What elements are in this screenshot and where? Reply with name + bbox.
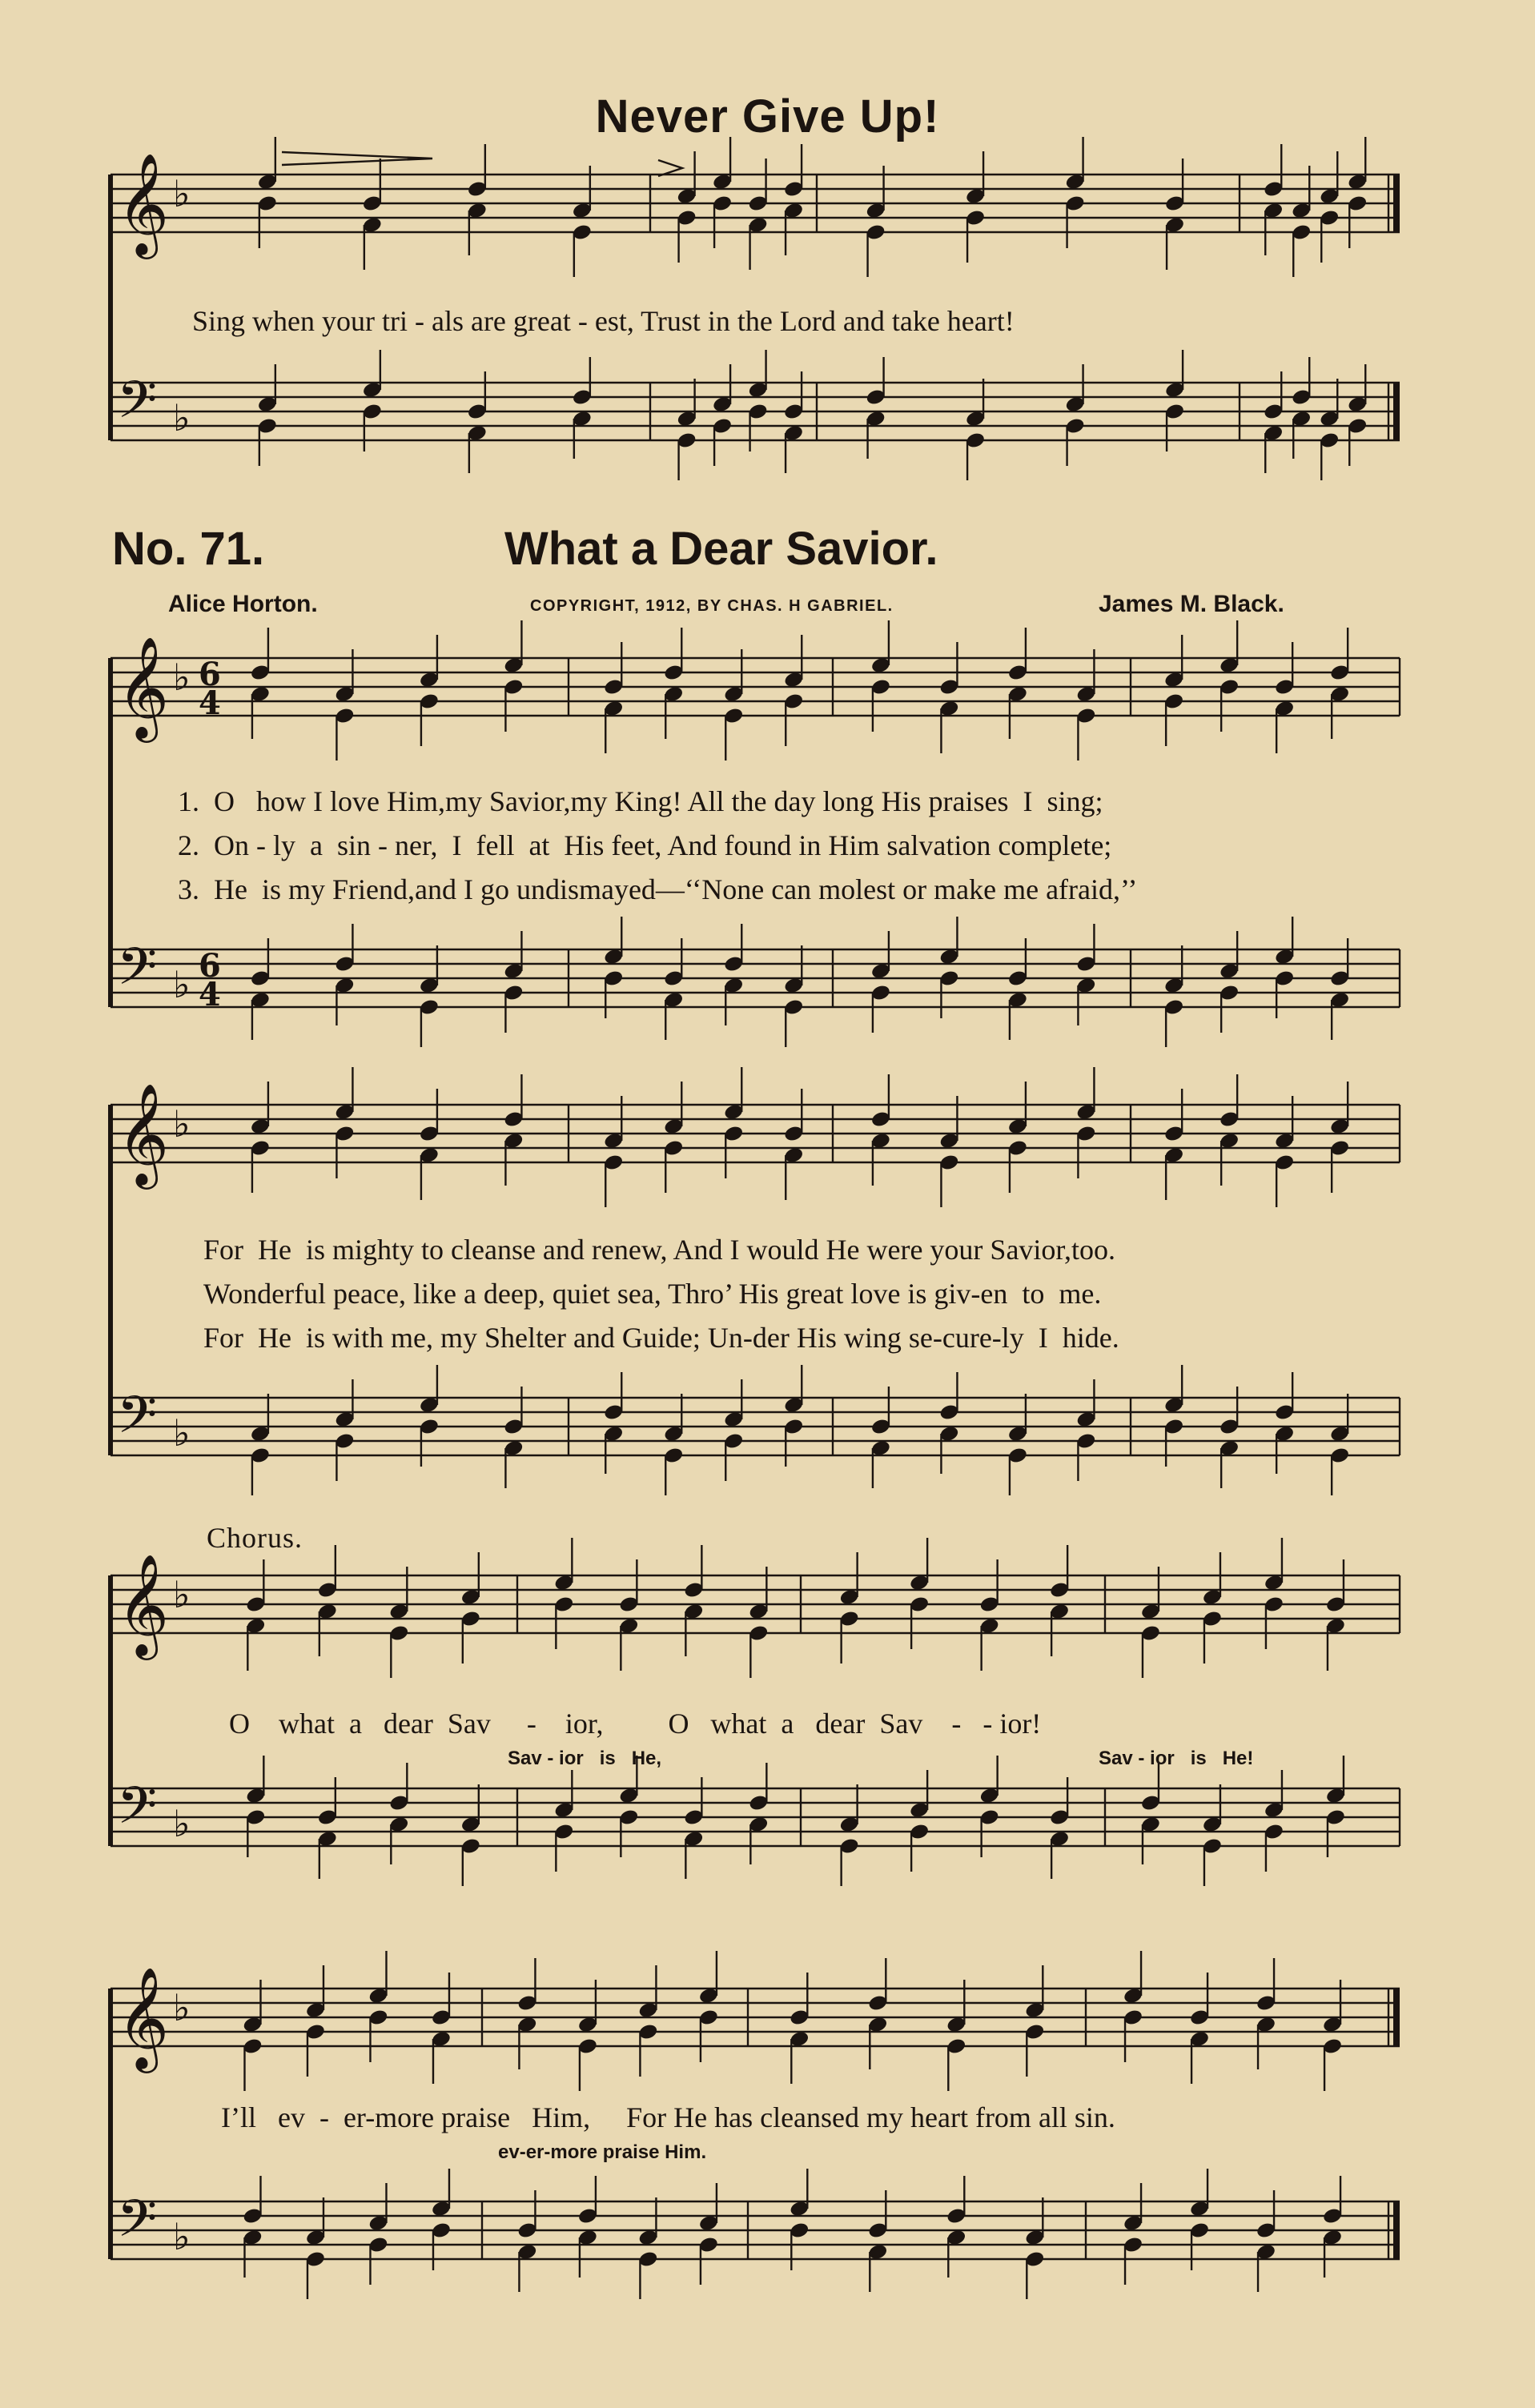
chorus-echo-2: ev-er-more praise Him. (498, 2141, 707, 2163)
chorus-line-1: O what a dear Sav - ior, O what a dear Sav - - ior! (229, 1708, 1042, 1740)
time-signature-denominator: 4 (199, 976, 221, 1013)
treble-clef-icon: 𝄞 (117, 1553, 170, 1656)
chorus-echo-1b: Sav - ior is He! (1099, 1748, 1254, 1769)
flat-sign-icon: ♭ (173, 1986, 191, 2029)
chorus-line-2: I’ll ev - er-more praise Him, For He has cleansed my heart from all sin. (221, 2101, 1115, 2133)
time-signature-numerator: 6 (199, 656, 221, 693)
flat-sign-icon: ♭ (173, 1802, 191, 1845)
crescendo-hairpin (282, 152, 432, 165)
treble-clef-icon: 𝄞 (117, 1082, 170, 1185)
verse-2-line-2: Wonderful peace, like a deep, quiet sea, Thro’ His great love is giv-en to me. (203, 1278, 1102, 1310)
treble-clef-icon: 𝄞 (117, 1966, 170, 2069)
flat-sign-icon: ♭ (173, 172, 191, 215)
flat-sign-icon: ♭ (173, 1573, 191, 1616)
treble-clef-icon: 𝄞 (117, 152, 170, 255)
top-hymn-lyric: Sing when your tri - als are great - est, Trust in the Lord and take heart! (192, 305, 1015, 337)
top-hymn-title: Never Give Up! (595, 90, 940, 142)
flat-sign-icon: ♭ (173, 1102, 191, 1146)
flat-sign-icon: ♭ (173, 2215, 191, 2258)
bass-clef-icon: 𝄢 (117, 1386, 158, 1458)
verse-3-line-1: 3. He is my Friend,and I go undismayed—‘‘None can molest or make me afraid,’’ (178, 873, 1138, 905)
treble-clef-icon: 𝄞 (117, 636, 170, 738)
composer-credit: James M. Black. (1099, 591, 1284, 617)
hymn-title: What a Dear Savior. (504, 523, 938, 575)
flat-sign-icon: ♭ (173, 396, 191, 439)
flat-sign-icon: ♭ (173, 656, 191, 699)
verse-2-line-1: 2. On - ly a sin - ner, I fell at His feet, And found in Him salvation complete; (178, 829, 1112, 861)
bass-clef-icon: 𝄢 (117, 937, 158, 1009)
bass-clef-icon: 𝄢 (117, 371, 158, 443)
time-signature-numerator: 6 (199, 947, 221, 985)
time-signature-denominator: 4 (199, 684, 221, 722)
verse-1-line-2: For He is mighty to cleanse and renew, And I would He were your Savior,too. (203, 1234, 1115, 1266)
bass-clef-icon: 𝄢 (117, 1776, 158, 1848)
copyright-notice: COPYRIGHT, 1912, BY CHAS. H GABRIEL. (530, 597, 894, 615)
verse-3-line-2: For He is with me, my Shelter and Guide; Un-der His wing se-cure-ly I hide. (203, 1322, 1119, 1354)
bass-clef-icon: 𝄢 (117, 2189, 158, 2262)
chorus-echo-1a: Sav - ior is He, (508, 1748, 662, 1769)
hymn-number: No. 71. (112, 523, 265, 575)
flat-sign-icon: ♭ (173, 963, 191, 1006)
flat-sign-icon: ♭ (173, 1411, 191, 1455)
verse-1-line-1: 1. O how I love Him,my Savior,my King! All the day long His praises I sing; (178, 785, 1103, 817)
author-credit: Alice Horton. (168, 591, 318, 617)
chorus-label: Chorus. (207, 1522, 303, 1554)
